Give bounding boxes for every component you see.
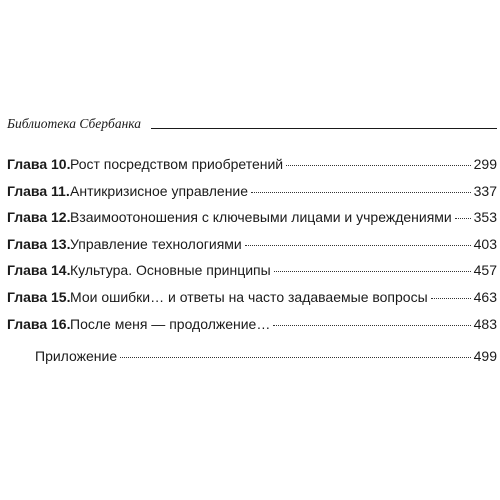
dot-leader [120,357,471,358]
table-of-contents [7,157,497,376]
chapter-title: Антикризисное управление [70,182,249,199]
chapter-label: Глава 13. [7,235,71,252]
chapter-label: Глава 12. [7,209,71,226]
running-head-title: Библиотека Сбербанка [7,116,141,131]
dot-leader [455,218,471,219]
page-number: 353 [473,209,497,226]
chapter-title: Рост посредством приобретений [70,156,284,172]
chapter-title: После меня — продолжение… [70,315,271,332]
toc-entry-chapter-16 [7,317,497,344]
toc-entry-chapter-14 [7,263,497,290]
dot-leader [273,325,470,326]
chapter-title: Взаимоотоношения с ключевыми лицами и учреждениями [70,209,452,226]
chapter-label: Глава 15. [7,288,71,305]
toc-entry-chapter-11 [7,184,497,211]
chapter-title: Мои ошибки… и ответы на часто задаваемые вопросы [70,288,428,305]
chapter-title: Управление технологиями [70,235,242,252]
dot-leader [286,165,471,166]
page-number: 499 [473,348,497,365]
running-head-rule [151,128,497,129]
toc-entry-appendix [7,349,497,376]
page-number: 457 [473,262,497,279]
dot-leader [245,245,471,246]
page-number: 463 [473,288,497,305]
appendix-title: Приложение [35,348,118,365]
toc-entry-chapter-10 [7,157,497,184]
page-number: 483 [473,315,497,332]
chapter-label: Глава 16. [7,315,71,332]
chapter-label: Глава 10. [7,156,71,172]
dot-leader [274,271,471,272]
chapter-label: Глава 14. [7,262,71,279]
toc-entry-chapter-13 [7,237,497,264]
chapter-label: Глава 11. [7,182,70,199]
toc-entry-chapter-12 [7,210,497,237]
page-number: 299 [473,156,497,172]
page-number: 337 [473,182,497,199]
toc-entry-chapter-15 [7,290,497,317]
running-head [7,117,497,131]
page-number: 403 [473,235,497,252]
dot-leader [251,192,471,193]
dot-leader [431,298,471,299]
chapter-title: Культура. Основные принципы [70,262,271,279]
